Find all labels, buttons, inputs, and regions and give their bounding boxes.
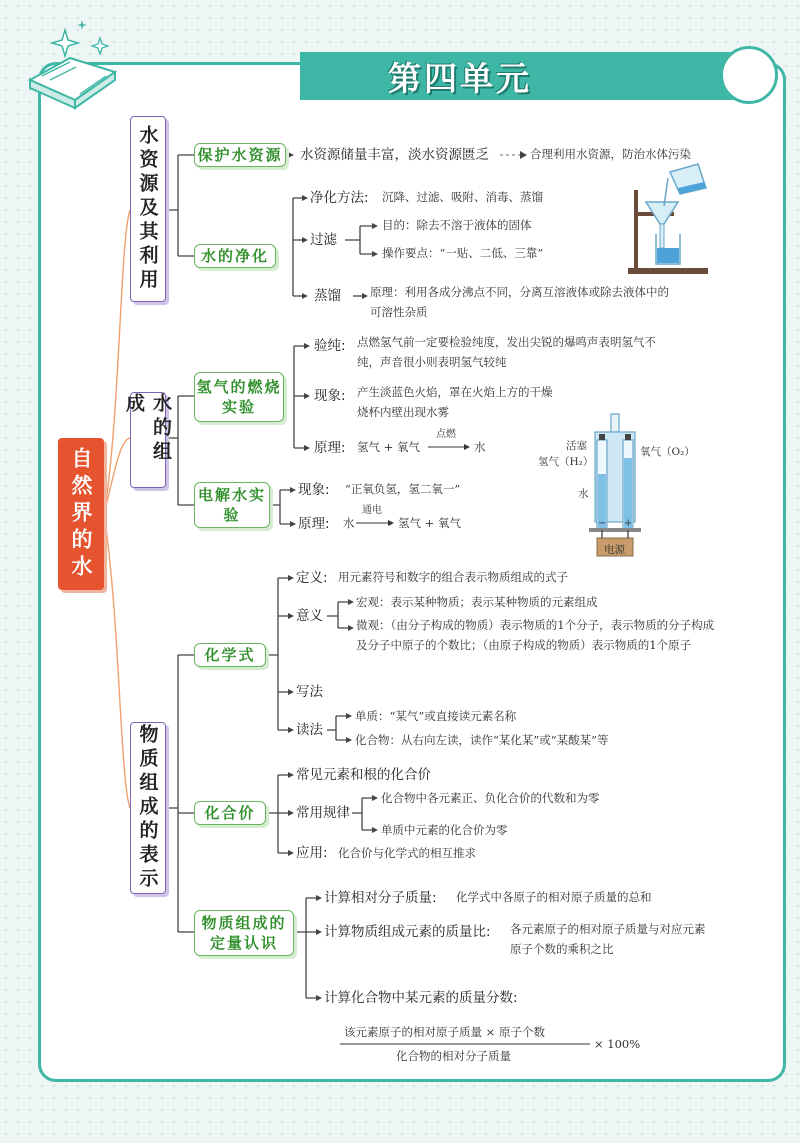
purity-text: 点燃氢气前一定要检验纯度，发出尖锐的爆鸣声表明氢气不纯，声音很小则表明氢气较纯 bbox=[357, 335, 656, 370]
protect-measure: 合理利用水资源，防治水体污染 bbox=[530, 147, 691, 161]
diagram-valve-label: 活塞 bbox=[566, 440, 587, 452]
valence-apply-label: 应用: bbox=[296, 845, 328, 861]
electrolysis-phenomenon-label: 现象: bbox=[298, 482, 330, 498]
fraction-numerator: 该元素原子的相对原子质量 × 原子个数 bbox=[344, 1025, 545, 1039]
valence-rule-1: 化合物中各元素正、负化合价的代数和为零 bbox=[381, 791, 600, 805]
h2-principle-right: 水 bbox=[474, 440, 486, 454]
filter-label: 过滤 bbox=[310, 232, 337, 248]
node-hydrogen-combustion: 氢气的燃烧实验 bbox=[194, 372, 284, 422]
diagram-h2-label: 氢气（H₂） bbox=[538, 456, 594, 468]
formula-def: 用元素符号和数字的组合表示物质组成的式子 bbox=[338, 570, 568, 584]
electrolysis-apparatus-illustration bbox=[575, 410, 665, 560]
electrolysis-principle-left: 水 bbox=[343, 516, 355, 530]
fraction-denominator: 化合物的相对分子质量 bbox=[396, 1049, 511, 1063]
formula-read-label: 读法 bbox=[296, 722, 323, 738]
filtration-apparatus-illustration bbox=[620, 160, 730, 278]
h2-principle-left: 氢气 + 氧气 bbox=[357, 440, 420, 454]
rel-mass: 化学式中各原子的相对原子质量的总和 bbox=[456, 890, 652, 904]
electrolysis-principle-condition: 通电 bbox=[362, 505, 382, 516]
electrolysis-principle-right: 氢气 + 氧气 bbox=[398, 516, 461, 530]
valence-rule-2: 单质中元素的化合价为零 bbox=[381, 823, 508, 837]
node-chemical-formula: 化学式 bbox=[194, 643, 266, 667]
valence-rules-label: 常用规律 bbox=[296, 805, 350, 821]
node-electrolysis: 电解水实验 bbox=[194, 482, 270, 528]
reaction-arrow-icon bbox=[428, 443, 472, 451]
diagram-power-label: 电源 bbox=[604, 544, 625, 556]
distill-principle: 原理：利用各成分沸点不同，分离互溶液体或除去液体中的可溶性杂质 bbox=[370, 285, 669, 320]
reaction-arrow-icon bbox=[356, 519, 396, 527]
electrolysis-phenomenon: “正氧负氢，氢二氧一” bbox=[345, 482, 461, 496]
h2-phenomenon-label: 现象: bbox=[314, 388, 346, 404]
purify-methods: 沉降、过滤、吸附、消毒、蒸馏 bbox=[382, 190, 543, 204]
formula-def-label: 定义: bbox=[296, 570, 328, 586]
filter-points: 操作要点：“一贴、二低、三靠” bbox=[382, 246, 544, 260]
h2-principle-label: 原理: bbox=[314, 440, 346, 456]
electrolysis-principle-label: 原理: bbox=[298, 516, 330, 532]
distill-label: 蒸馏 bbox=[314, 288, 341, 304]
formula-macro: 宏观：表示某种物质；表示某种物质的元素组成 bbox=[356, 595, 598, 609]
root-connectors bbox=[104, 210, 130, 808]
h2-principle-condition: 点燃 bbox=[436, 429, 456, 440]
ratio-label: 计算物质组成元素的质量比: bbox=[324, 924, 491, 940]
diagram-o2-label: 氧气（O₂） bbox=[640, 446, 695, 458]
formula-micro: 微观：（由分子构成的物质）表示物质的1个分子，表示物质的分子构成及分子中原子的个数比；（由原子构成的物质）表示物质的1个原子 bbox=[356, 618, 715, 653]
node-quantitative: 物质组成的定量认识 bbox=[194, 910, 294, 956]
fraction-multiplier: × 100% bbox=[594, 1037, 641, 1051]
node-valence: 化合价 bbox=[194, 801, 266, 825]
formula-read-simple: 单质：“某气”或直接读元素名称 bbox=[355, 709, 517, 723]
root-node: 自然界的水 bbox=[58, 438, 104, 590]
diagram-water-label: 水 bbox=[578, 488, 589, 500]
fraction-label: 计算化合物中某元素的质量分数: bbox=[324, 990, 518, 1006]
diagram-minus-label: − bbox=[598, 518, 607, 529]
purity-label: 验纯: bbox=[314, 338, 346, 354]
filter-purpose: 目的：除去不溶于液体的固体 bbox=[382, 218, 532, 232]
node-water-resources: 水资源及其利用 bbox=[130, 116, 166, 302]
node-water-purify: 水的净化 bbox=[194, 244, 276, 268]
formula-write-label: 写法 bbox=[296, 684, 323, 700]
protect-fact: 水资源储量丰富，淡水资源匮乏 bbox=[300, 147, 489, 163]
diagram-plus-label: + bbox=[624, 518, 633, 529]
valence-common: 常见元素和根的化合价 bbox=[296, 767, 431, 783]
h2-phenomenon: 产生淡蓝色火焰，罩在火焰上方的干燥烧杯内壁出现水雾 bbox=[357, 385, 553, 420]
formula-read-compound: 化合物：从右向左读，读作“某化某”或“某酸某”等 bbox=[355, 733, 609, 747]
formula-meaning-label: 意义 bbox=[296, 608, 323, 624]
node-protect-water: 保护水资源 bbox=[194, 143, 286, 167]
node-composition-expression: 物质组成的表示 bbox=[130, 722, 166, 894]
rel-mass-label: 计算相对分子质量: bbox=[324, 890, 437, 906]
page-title: 第四单元 bbox=[388, 59, 532, 98]
node-water-composition: 水的组成 bbox=[130, 392, 166, 488]
purify-methods-label: 净化方法: bbox=[310, 190, 369, 206]
ratio-text: 各元素原子的相对原子质量与对应元素原子个数的乘积之比 bbox=[510, 922, 706, 957]
valence-apply: 化合价与化学式的相互推求 bbox=[338, 846, 476, 860]
